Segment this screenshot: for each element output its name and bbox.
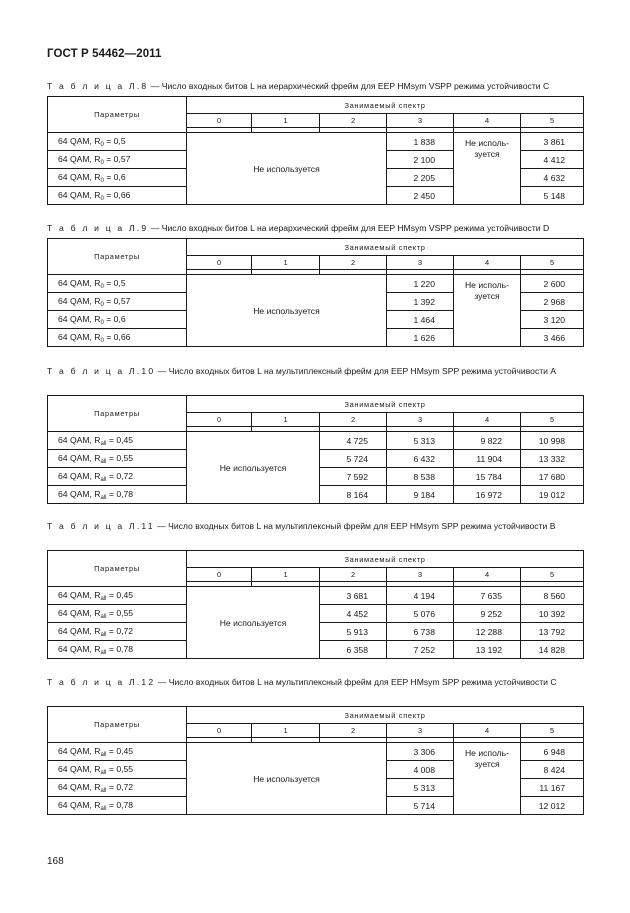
param-subscript: all	[100, 440, 107, 447]
param-rate: 0,78	[116, 488, 134, 499]
page-number: 168	[47, 856, 64, 867]
spectrum-col-header: 3	[387, 568, 454, 582]
value-cell: 3 120	[521, 311, 584, 329]
param-cell: 64 QAM, $R_{all} = 0,55$	[48, 450, 187, 468]
param-subscript: all	[100, 631, 107, 638]
param-cell: 64 QAM, $R_0 = 0,66$	[48, 329, 187, 347]
param-prefix: 64 QAM, R	[58, 434, 101, 445]
spectrum-col-header: 2	[320, 568, 387, 582]
not-used-cell: Не используется	[187, 587, 320, 659]
param-subscript: 0	[100, 141, 104, 148]
data-table	[47, 238, 584, 347]
table-caption	[47, 222, 585, 235]
data-table	[47, 706, 584, 815]
value-cell: 11 904	[454, 450, 521, 468]
param-subscript: all	[100, 769, 107, 776]
spectrum-col-header: 5	[521, 724, 584, 738]
value-cell: 15 784	[454, 468, 521, 486]
param-rate: 0,78	[116, 643, 134, 654]
value-cell: 5 076	[387, 605, 454, 623]
param-cell: 64 QAM, $R_0 = 0,6$	[48, 169, 187, 187]
value-cell: 2 968	[521, 293, 584, 311]
param-cell: 64 QAM, $R_{all} = 0,78$	[48, 641, 187, 659]
param-prefix: 64 QAM, R	[58, 452, 101, 463]
not-used-line: Не исполь-	[464, 138, 510, 148]
not-used-cell: Не используется	[187, 743, 387, 815]
param-rate: 0,72	[116, 470, 134, 481]
param-rate: 0,6	[113, 313, 126, 324]
param-rate: 0,66	[113, 189, 131, 200]
param-cell: 64 QAM, $R_0 = 0,5$	[48, 275, 187, 293]
param-cell: 64 QAM, $R_{all} = 0,72$	[48, 623, 187, 641]
value-cell: 6 432	[387, 450, 454, 468]
not-used-cell: Не используется	[187, 432, 320, 504]
value-cell: 5 913	[320, 623, 387, 641]
spectrum-col-header: 0	[187, 413, 252, 427]
value-cell: 3 466	[521, 329, 584, 347]
param-subscript: 0	[100, 177, 104, 184]
param-subscript: 0	[100, 337, 104, 344]
value-cell: 3 861	[521, 133, 584, 151]
value-cell: 5 148	[521, 187, 584, 205]
table-caption	[47, 365, 585, 378]
value-cell: 4 412	[521, 151, 584, 169]
spectrum-col-header: 3	[387, 413, 454, 427]
param-prefix: 64 QAM, R	[58, 331, 101, 342]
param-prefix: 64 QAM, R	[58, 607, 101, 618]
param-cell: 64 QAM, $R_0 = 0,5$	[48, 133, 187, 151]
param-cell: 64 QAM, $R_{all} = 0,78$	[48, 486, 187, 504]
table-title: — Число входных битов L на мультиплексный фрейм для EEP HMsym SPP режима устойчивости A	[155, 366, 557, 376]
param-header: Параметры	[48, 97, 187, 133]
value-cell: 12 288	[454, 623, 521, 641]
value-cell: 5 313	[387, 779, 454, 797]
param-rate: 0,72	[116, 781, 134, 792]
spectrum-col-header: 4	[454, 413, 521, 427]
value-cell: 6 738	[387, 623, 454, 641]
spectrum-col-header: 1	[252, 724, 320, 738]
table-title: — Число входных битов L на иерархический фрейм для EEP HMsym VSPP режима устойчивости D	[148, 223, 550, 233]
param-rate: 0,5	[113, 135, 126, 146]
param-rate: 0,57	[113, 153, 131, 164]
param-prefix: 64 QAM, R	[58, 799, 101, 810]
param-rate: 0,45	[116, 434, 134, 445]
param-rate: 0,6	[113, 171, 126, 182]
param-cell: 64 QAM, $R_{all} = 0,72$	[48, 468, 187, 486]
table-row	[48, 432, 584, 450]
param-rate: 0,45	[116, 589, 134, 600]
not-used-split-cell	[454, 275, 521, 347]
not-used-line: зуется	[474, 291, 500, 301]
spectrum-col-header: 5	[521, 413, 584, 427]
spectrum-col-header: 1	[252, 413, 320, 427]
param-header: Параметры	[48, 707, 187, 743]
param-subscript: all	[100, 787, 107, 794]
param-subscript: 0	[100, 195, 104, 202]
param-subscript: all	[100, 751, 107, 758]
table-row	[48, 275, 584, 293]
value-cell: 4 632	[521, 169, 584, 187]
spectrum-col-header: 4	[454, 114, 521, 128]
table-label: Т а б л и ц а Л.10	[47, 366, 156, 376]
param-header: Параметры	[48, 551, 187, 587]
value-cell: 16 972	[454, 486, 521, 504]
value-cell: 7 635	[454, 587, 521, 605]
value-cell: 11 167	[521, 779, 584, 797]
param-prefix: 64 QAM, R	[58, 135, 101, 146]
value-cell: 8 560	[521, 587, 584, 605]
spectrum-col-header: 0	[187, 724, 252, 738]
data-table	[47, 96, 584, 205]
table-row	[48, 587, 584, 605]
spectrum-col-header: 3	[387, 114, 454, 128]
param-subscript: all	[100, 649, 107, 656]
value-cell: 2 600	[521, 275, 584, 293]
value-cell: 13 192	[454, 641, 521, 659]
spectrum-col-header: 1	[252, 568, 320, 582]
param-subscript: 0	[100, 159, 104, 166]
param-cell: 64 QAM, $R_{all} = 0,45$	[48, 587, 187, 605]
table-label: Т а б л и ц а Л.12	[47, 677, 156, 687]
not-used-cell: Не используется	[187, 133, 387, 205]
value-cell: 8 424	[521, 761, 584, 779]
value-cell: 6 948	[521, 743, 584, 761]
not-used-line: зуется	[474, 759, 500, 769]
spectrum-col-header: 2	[320, 413, 387, 427]
spectrum-col-header: 4	[454, 724, 521, 738]
value-cell: 10 998	[521, 432, 584, 450]
value-cell: 7 252	[387, 641, 454, 659]
not-used-split-cell	[454, 743, 521, 815]
spectrum-col-header: 0	[187, 256, 252, 270]
param-subscript: all	[100, 494, 107, 501]
spectrum-col-header: 5	[521, 256, 584, 270]
param-cell: 64 QAM, $R_{all} = 0,55$	[48, 761, 187, 779]
value-cell: 12 012	[521, 797, 584, 815]
table-title: — Число входных битов L на мультиплексный фрейм для EEP HMsym SPP режима устойчивости B	[154, 521, 556, 531]
spectrum-header: Занимаемый спектр	[187, 707, 584, 724]
spectrum-col-header: 5	[521, 114, 584, 128]
value-cell: 5 724	[320, 450, 387, 468]
value-cell: 1 626	[387, 329, 454, 347]
table-label: Т а б л и ц а Л.8	[47, 81, 149, 91]
value-cell: 1 838	[387, 133, 454, 151]
spectrum-header: Занимаемый спектр	[187, 97, 584, 114]
value-cell: 5 313	[387, 432, 454, 450]
param-header: Параметры	[48, 396, 187, 432]
param-rate: 0,57	[113, 295, 131, 306]
value-cell: 19 012	[521, 486, 584, 504]
param-rate: 0,55	[116, 607, 134, 618]
param-rate: 0,55	[116, 763, 134, 774]
param-cell: 64 QAM, $R_{all} = 0,78$	[48, 797, 187, 815]
value-cell: 3 306	[387, 743, 454, 761]
param-subscript: all	[100, 458, 107, 465]
param-prefix: 64 QAM, R	[58, 781, 101, 792]
spectrum-col-header: 2	[320, 114, 387, 128]
data-table	[47, 550, 584, 659]
param-prefix: 64 QAM, R	[58, 171, 101, 182]
param-rate: 0,78	[116, 799, 134, 810]
spectrum-col-header: 3	[387, 724, 454, 738]
param-rate: 0,5	[113, 277, 126, 288]
not-used-cell: Не используется	[187, 275, 387, 347]
table-caption	[47, 676, 585, 689]
param-cell: 64 QAM, $R_0 = 0,6$	[48, 311, 187, 329]
table-row	[48, 133, 584, 151]
spectrum-col-header: 2	[320, 724, 387, 738]
spectrum-header: Занимаемый спектр	[187, 551, 584, 568]
value-cell: 1 392	[387, 293, 454, 311]
value-cell: 8 538	[387, 468, 454, 486]
value-cell: 9 184	[387, 486, 454, 504]
table-label: Т а б л и ц а Л.11	[47, 521, 155, 531]
standard-header: ГОСТ Р 54462—2011	[47, 48, 162, 60]
value-cell: 1 464	[387, 311, 454, 329]
spectrum-header: Занимаемый спектр	[187, 396, 584, 413]
param-cell: 64 QAM, $R_0 = 0,57$	[48, 151, 187, 169]
param-cell: 64 QAM, $R_{all} = 0,55$	[48, 605, 187, 623]
value-cell: 2 450	[387, 187, 454, 205]
not-used-split-cell	[454, 133, 521, 205]
not-used-line: Не исполь-	[464, 280, 510, 290]
spectrum-col-header: 1	[252, 114, 320, 128]
param-cell: 64 QAM, $R_0 = 0,66$	[48, 187, 187, 205]
table-label: Т а б л и ц а Л.9	[47, 223, 149, 233]
spectrum-col-header: 0	[187, 568, 252, 582]
param-cell: 64 QAM, $R_{all} = 0,45$	[48, 743, 187, 761]
spectrum-col-header: 3	[387, 256, 454, 270]
param-prefix: 64 QAM, R	[58, 153, 101, 164]
param-subscript: all	[100, 805, 107, 812]
param-subscript: all	[100, 595, 107, 602]
param-subscript: all	[100, 476, 107, 483]
value-cell: 4 725	[320, 432, 387, 450]
value-cell: 1 220	[387, 275, 454, 293]
param-rate: 0,66	[113, 331, 131, 342]
value-cell: 17 680	[521, 468, 584, 486]
value-cell: 13 792	[521, 623, 584, 641]
param-cell: 64 QAM, $R_0 = 0,57$	[48, 293, 187, 311]
param-rate: 0,72	[116, 625, 134, 636]
value-cell: 3 681	[320, 587, 387, 605]
spectrum-col-header: 4	[454, 568, 521, 582]
value-cell: 9 822	[454, 432, 521, 450]
param-rate: 0,55	[116, 452, 134, 463]
param-prefix: 64 QAM, R	[58, 277, 101, 288]
param-subscript: 0	[100, 301, 104, 308]
value-cell: 14 828	[521, 641, 584, 659]
table-caption	[47, 80, 585, 93]
param-prefix: 64 QAM, R	[58, 763, 101, 774]
value-cell: 7 592	[320, 468, 387, 486]
param-subscript: 0	[100, 319, 104, 326]
table-title: — Число входных битов L на иерархический фрейм для EEP HMsym VSPP режима устойчивости C	[148, 81, 550, 91]
table-caption	[47, 520, 585, 533]
table-row	[48, 743, 584, 761]
param-prefix: 64 QAM, R	[58, 643, 101, 654]
value-cell: 5 714	[387, 797, 454, 815]
spectrum-col-header: 1	[252, 256, 320, 270]
param-header: Параметры	[48, 239, 187, 275]
table-title: — Число входных битов L на мультиплексный фрейм для EEP HMsym SPP режима устойчивости C	[155, 677, 557, 687]
not-used-line: зуется	[474, 149, 500, 159]
value-cell: 8 164	[320, 486, 387, 504]
value-cell: 2 205	[387, 169, 454, 187]
value-cell: 4 452	[320, 605, 387, 623]
value-cell: 2 100	[387, 151, 454, 169]
not-used-line: Не исполь-	[464, 748, 510, 758]
param-prefix: 64 QAM, R	[58, 470, 101, 481]
value-cell: 6 358	[320, 641, 387, 659]
spectrum-col-header: 5	[521, 568, 584, 582]
param-subscript: all	[100, 613, 107, 620]
value-cell: 10 392	[521, 605, 584, 623]
value-cell: 4 194	[387, 587, 454, 605]
spectrum-header: Занимаемый спектр	[187, 239, 584, 256]
value-cell: 9 252	[454, 605, 521, 623]
data-table	[47, 395, 584, 504]
spectrum-col-header: 2	[320, 256, 387, 270]
param-prefix: 64 QAM, R	[58, 625, 101, 636]
param-prefix: 64 QAM, R	[58, 745, 101, 756]
param-cell: 64 QAM, $R_{all} = 0,72$	[48, 779, 187, 797]
param-prefix: 64 QAM, R	[58, 295, 101, 306]
spectrum-col-header: 4	[454, 256, 521, 270]
param-prefix: 64 QAM, R	[58, 589, 101, 600]
value-cell: 13 332	[521, 450, 584, 468]
param-prefix: 64 QAM, R	[58, 488, 101, 499]
param-cell: 64 QAM, $R_{all} = 0,45$	[48, 432, 187, 450]
param-prefix: 64 QAM, R	[58, 189, 101, 200]
spectrum-col-header: 0	[187, 114, 252, 128]
param-subscript: 0	[100, 283, 104, 290]
value-cell: 4 008	[387, 761, 454, 779]
param-rate: 0,45	[116, 745, 134, 756]
param-prefix: 64 QAM, R	[58, 313, 101, 324]
